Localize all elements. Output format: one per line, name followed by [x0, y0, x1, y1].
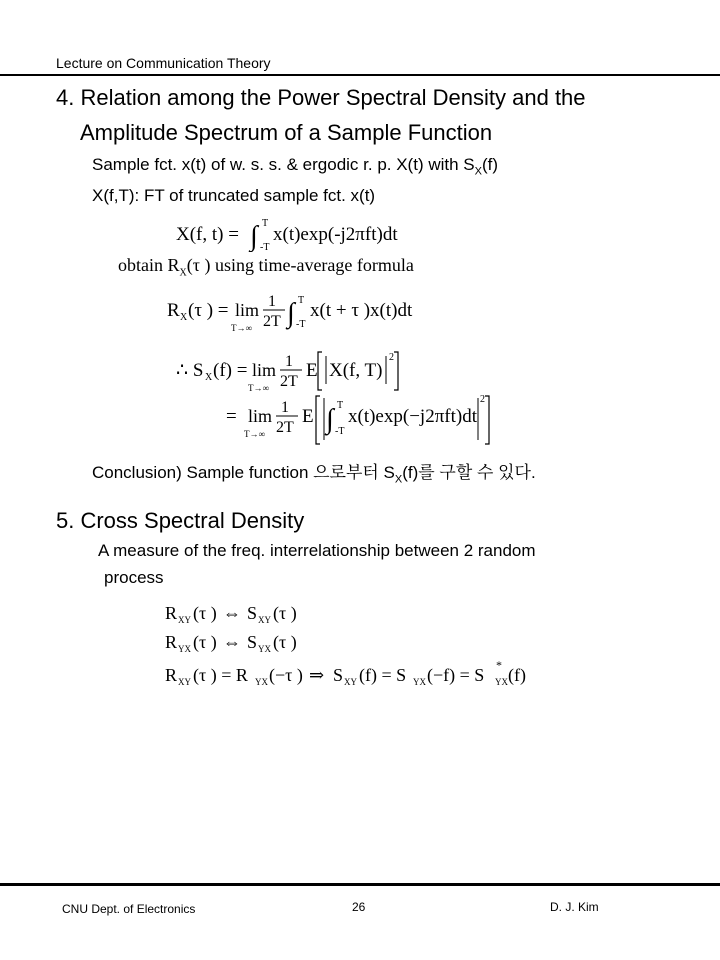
svg-text:(f) =: (f) = — [213, 360, 248, 381]
footer-rule — [0, 883, 720, 886]
svg-text:-T: -T — [296, 319, 306, 330]
svg-text:XY: XY — [258, 615, 271, 625]
svg-text:∫: ∫ — [287, 298, 295, 329]
svg-text:YX: YX — [178, 644, 191, 654]
svg-text:lim: lim — [235, 300, 260, 320]
svg-text:=: = — [226, 406, 237, 427]
svg-text:(f) = S: (f) = S — [359, 665, 407, 685]
footer-author: D. J. Kim — [550, 900, 599, 914]
section5-title: 5. Cross Spectral Density — [56, 508, 305, 533]
eq-cross-symmetry — [163, 659, 533, 691]
svg-text:2T: 2T — [280, 373, 298, 390]
section4-title-line1: 4. Relation among the Power Spectral Density and the — [56, 85, 586, 110]
svg-text:X(f, t) =: X(f, t) = — [176, 224, 239, 245]
svg-text:-T: -T — [260, 242, 270, 252]
sample-function-line: Sample fct. x(t) of w. s. s. & ergodic r. p. X(t) with $S_X(f)$ — [92, 155, 499, 178]
svg-text:YX: YX — [258, 644, 271, 654]
svg-text:S: S — [333, 665, 344, 685]
svg-text:T: T — [298, 295, 305, 306]
svg-text:⇒: ⇒ — [309, 665, 325, 685]
svg-text:1: 1 — [281, 399, 289, 416]
svg-text:S: S — [247, 632, 258, 652]
svg-text:⇔: ⇔ — [223, 603, 241, 623]
svg-text:E: E — [306, 360, 318, 381]
svg-text:YX: YX — [255, 677, 268, 687]
svg-text:-T: -T — [335, 426, 345, 437]
svg-text:T: T — [262, 218, 269, 229]
eq-cross-yx-pair — [163, 627, 333, 657]
footer-department: CNU Dept. of Electronics — [62, 902, 196, 916]
eq-time-average-autocorrelation — [165, 286, 425, 336]
svg-text:(τ ): (τ ) — [273, 632, 297, 652]
svg-text:T→∞: T→∞ — [231, 323, 252, 333]
svg-text:X: X — [180, 312, 188, 323]
svg-text:E: E — [302, 406, 314, 427]
svg-text:lim: lim — [252, 360, 277, 380]
svg-text:1: 1 — [285, 353, 293, 370]
header-title: Lecture on Communication Theory — [56, 55, 271, 71]
svg-text:R: R — [167, 300, 180, 321]
svg-text:lim: lim — [248, 406, 273, 426]
svg-text:XY: XY — [178, 615, 191, 625]
section5-desc-line2: process — [104, 568, 164, 587]
section4-title-line2: Amplitude Spectrum of a Sample Function — [80, 120, 493, 145]
eq-fourier-transform — [170, 212, 410, 252]
svg-text:x(t)exp(-j2πft)dt: x(t)exp(-j2πft)dt — [273, 224, 398, 245]
eq-cross-xy-pair — [163, 598, 333, 628]
svg-text:S: S — [247, 603, 258, 623]
svg-text:T→∞: T→∞ — [244, 429, 265, 439]
svg-text:⇔: ⇔ — [223, 632, 241, 652]
svg-text:(τ ): (τ ) — [193, 632, 217, 652]
header-rule — [0, 74, 720, 76]
eq-psd-expanded — [222, 392, 492, 452]
footer-page-number: 26 — [352, 900, 366, 914]
svg-text:T: T — [337, 400, 344, 411]
svg-text:2T: 2T — [276, 419, 294, 436]
svg-text:(τ ) = R: (τ ) = R — [193, 665, 248, 685]
svg-text:R: R — [165, 632, 178, 652]
svg-text:(τ ): (τ ) — [273, 603, 297, 623]
svg-text:XY: XY — [178, 677, 191, 687]
svg-text:X: X — [205, 372, 213, 383]
svg-text:YX: YX — [495, 677, 508, 687]
svg-text:XY: XY — [344, 677, 357, 687]
svg-text:2T: 2T — [263, 313, 281, 330]
svg-text:∴ S: ∴ S — [176, 360, 204, 381]
eq-psd-expectation — [172, 344, 402, 394]
svg-text:1: 1 — [268, 293, 276, 310]
svg-text:2: 2 — [389, 352, 394, 363]
svg-text:(−τ ): (−τ ) — [269, 665, 303, 685]
conclusion-line: Conclusion) Sample function 으로부터 $S_X(f)$를 구할 수 있다. — [92, 463, 536, 486]
svg-text:∫: ∫ — [326, 404, 334, 435]
svg-text:(τ ): (τ ) — [193, 603, 217, 623]
svg-text:∫: ∫ — [250, 221, 258, 252]
svg-text:x(t)exp(−j2πft)dt: x(t)exp(−j2πft)dt — [348, 406, 477, 427]
svg-text:(f): (f) — [508, 665, 526, 685]
section5-desc-line1: A measure of the freq. interrelationship between 2 random — [98, 541, 536, 560]
svg-text:x(t + τ )x(t)dt: x(t + τ )x(t)dt — [310, 300, 413, 321]
svg-text:T→∞: T→∞ — [248, 383, 269, 393]
truncated-ft-line: X(f,T): FT of truncated sample fct. x(t) — [92, 186, 376, 205]
svg-text:*: * — [496, 659, 502, 672]
svg-text:R: R — [165, 603, 178, 623]
svg-text:X(f, T): X(f, T) — [329, 360, 383, 381]
svg-text:(τ ) =: (τ ) = — [188, 300, 229, 321]
svg-text:2: 2 — [480, 394, 485, 405]
svg-text:R: R — [165, 665, 178, 685]
obtain-autocorrelation-line: obtain $R_X(\tau$ ) using time-average formula — [118, 255, 414, 279]
svg-text:(−f) = S: (−f) = S — [427, 665, 485, 685]
svg-text:YX: YX — [413, 677, 426, 687]
